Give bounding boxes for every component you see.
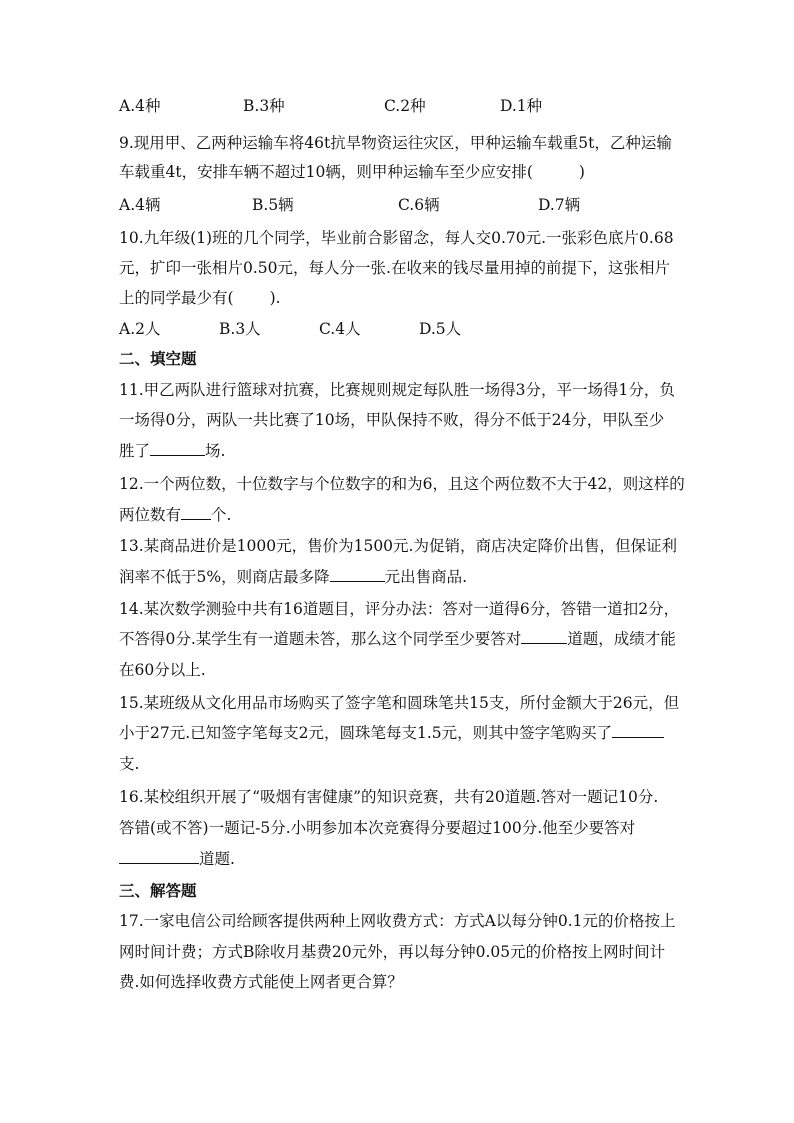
q16-line-1: 16.某校组织开展了“吸烟有害健康”的知识竞赛，共有20道题.答对一题记10分. [119,788,659,806]
q12-answer-blank [181,505,211,520]
q10-line-2: 元，扩印一张相片0.50元，每人分一张.在收来的钱尽量用掉的前提下，这张相片 [119,259,670,277]
q10-option-a: A.2人 [119,320,161,338]
q9-line-2 [119,162,585,182]
q9-line-1: 9.现用甲、乙两种运输车将46t抗旱物资运往灾区，甲种运输车载重5t，乙种运输 [119,134,672,152]
q8-option-a: A.4种 [119,97,161,115]
q8-option-b: B.3种 [243,97,285,115]
q14-line-3: 在60分以上. [119,661,206,679]
q13-line-2 [119,567,467,587]
q11-line-1: 11.甲乙两队进行篮球对抗赛，比赛规则规定每队胜一场得3分，平一场得1分，负 [119,381,675,399]
q13-line-1: 13.某商品进价是1000元，售价为1500元.为促销，商店决定降价出售，但保证利 [119,537,677,555]
q11-text-a: 胜了 [119,442,151,460]
q15-line-3: 支. [119,755,140,773]
q12-text-a: 两位数有 [119,506,182,524]
q14-text-a: 不答得0分.某学生有一道题未答，那么这个同学至少要答对 [119,630,522,648]
q10-paren-close: ). [269,289,281,307]
q17-line-2: 网时间计费；方式B除收月基费20元外，再以每分钟0.05元的价格按上网时间计 [119,943,666,961]
q10-option-b: B.3人 [219,320,261,338]
q17-line-3: 费.如何选择收费方式能使上网者更合算？ [119,973,403,991]
q10-option-d: D.5人 [419,320,462,338]
section-heading-fill-in: 二、填空题 [119,350,197,368]
q12-line-1: 12.一个两位数，十位数字与个位数字的和为6，且这个两位数不大于42，则这样的 [119,475,685,493]
q15-line-2 [119,723,664,743]
q9-option-a: A.4辆 [119,196,161,214]
q14-line-2 [119,629,676,649]
q10-text: 上的同学最少有( [119,289,234,307]
q9-option-b: B.5辆 [252,196,294,214]
q9-text: 车载重4t，安排车辆不超过10辆，则甲种运输车至少应安排( [119,163,533,181]
q11-answer-blank [150,441,205,456]
q16-answer-blank [119,849,199,864]
q11-text-b: 场. [205,442,226,460]
q13-text-b: 元出售商品. [384,568,468,586]
q12-text-b: 个. [211,506,232,524]
q15-answer-blank [612,723,664,738]
q11-line-2: 一场得0分，两队一共比赛了10场，甲队保持不败，得分不低于24分，甲队至少 [119,411,665,429]
q10-option-c: C.4人 [319,320,361,338]
q16-line-2: 答错(或不答)一题记-5分.小明参加本次竞赛得分要超过100分.他至少要答对 [119,819,636,837]
q10-line-1: 10.九年级(1)班的几个同学，毕业前合影留念，每人交0.70元.一张彩色底片0.68 [119,229,674,247]
q14-text-b: 道题，成绩才能 [567,630,676,648]
q15-line-1: 15.某班级从文化用品市场购买了签字笔和圆珠笔共15支，所付金额大于26元，但 [119,694,680,712]
q9-option-c: C.6辆 [398,196,440,214]
section-heading-solve: 三、解答题 [119,882,197,900]
q9-option-d: D.7辆 [538,196,581,214]
q9-paren-close: ) [578,163,585,181]
q8-option-c: C.2种 [384,97,426,115]
q16-text: 道题. [199,850,235,868]
q11-line-3 [119,441,225,461]
q16-line-3 [119,849,235,869]
q15-text: 小于27元.已知签字笔每支2元，圆珠笔每支1.5元，则其中签字笔购买了 [119,724,613,742]
q12-line-2 [119,505,231,525]
q13-answer-blank [330,567,385,582]
q10-line-3 [119,288,281,308]
q13-text-a: 润率不低于5%，则商店最多降 [119,568,330,586]
q8-option-d: D.1种 [500,97,543,115]
q14-answer-blank [521,629,567,644]
q14-line-1: 14.某次数学测验中共有16道题目，评分办法：答对一道得6分，答错一道扣2分， [119,600,680,618]
q17-line-1: 17.一家电信公司给顾客提供两种上网收费方式：方式A以每分钟0.1元的价格按上 [119,912,676,930]
